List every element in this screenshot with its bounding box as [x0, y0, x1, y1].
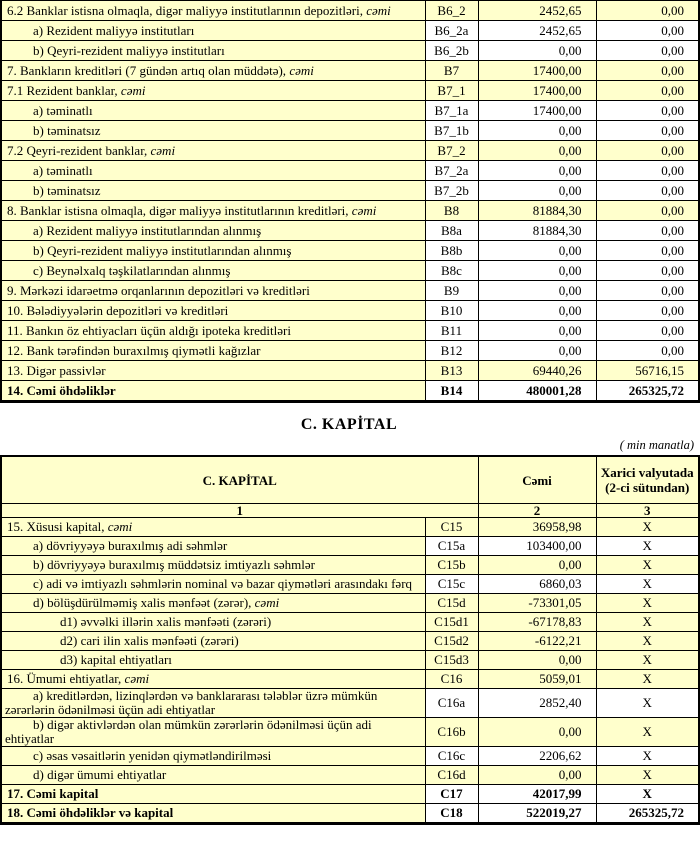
- capital-section-title: C. KAPİTAL: [300, 416, 398, 433]
- row-code: B6_2a: [425, 21, 478, 41]
- table-row: [1, 181, 699, 201]
- row-description: 15. Xüsusi kapital, cəmi: [1, 518, 425, 537]
- row-fx-value: 265325,72: [596, 381, 699, 402]
- row-total-value: 42017,99: [478, 785, 596, 804]
- row-code: B8c: [425, 261, 478, 281]
- row-code: C16: [425, 670, 478, 689]
- row-fx-value: 0,00: [596, 241, 699, 261]
- row-code: B7_1: [425, 81, 478, 101]
- row-description: 13. Digər passivlər: [1, 361, 425, 381]
- table-row: [1, 241, 699, 261]
- row-description: 12. Bank tərəfindən buraxılmış qiymətli kağızlar: [1, 341, 425, 361]
- table-row: [1, 321, 699, 341]
- row-code: C16a: [425, 689, 478, 718]
- table-row: [1, 121, 699, 141]
- table-row: [1, 141, 699, 161]
- row-code: B7_2b: [425, 181, 478, 201]
- table-row: [1, 21, 699, 41]
- table-row: [1, 689, 699, 718]
- table-row: [1, 301, 699, 321]
- table-row: [1, 556, 699, 575]
- row-fx-value: X: [596, 575, 699, 594]
- table-row: [1, 613, 699, 632]
- column-number-2: 2: [478, 504, 596, 518]
- table-row: [1, 161, 699, 181]
- capital-table: [0, 455, 700, 825]
- row-total-value: 2452,65: [478, 1, 596, 21]
- row-fx-value: 0,00: [596, 61, 699, 81]
- row-description: a) Rezident maliyyə institutları: [1, 21, 425, 41]
- row-total-value: 0,00: [478, 556, 596, 575]
- row-total-value: 480001,28: [478, 381, 596, 402]
- table-row: [1, 221, 699, 241]
- column-number-row: [1, 504, 699, 518]
- row-code: B11: [425, 321, 478, 341]
- row-description: 7.2 Qeyri-rezident banklar, cəmi: [1, 141, 425, 161]
- row-description: 8. Banklar istisna olmaqla, digər maliyyə institutlarının kreditləri, cəmi: [1, 201, 425, 221]
- table-row: [1, 81, 699, 101]
- row-fx-value: 0,00: [596, 21, 699, 41]
- row-total-value: 0,00: [478, 181, 596, 201]
- row-code: C16c: [425, 747, 478, 766]
- row-code: B6_2b: [425, 41, 478, 61]
- row-description: d3) kapital ehtiyatları: [1, 651, 425, 670]
- table-row: [1, 632, 699, 651]
- row-description: b) Qeyri-rezident maliyyə institutlarından alınmış: [1, 241, 425, 261]
- row-fx-value: X: [596, 518, 699, 537]
- row-code: B7: [425, 61, 478, 81]
- table-row: [1, 101, 699, 121]
- row-fx-value: 0,00: [596, 181, 699, 201]
- row-total-value: 81884,30: [478, 221, 596, 241]
- row-fx-value: 265325,72: [596, 804, 699, 824]
- row-total-value: 0,00: [478, 41, 596, 61]
- row-fx-value: 56716,15: [596, 361, 699, 381]
- row-code: B8: [425, 201, 478, 221]
- row-description: b) təminatsız: [1, 121, 425, 141]
- table-row: [1, 518, 699, 537]
- row-code: B10: [425, 301, 478, 321]
- row-fx-value: X: [596, 718, 699, 747]
- row-total-value: 0,00: [478, 718, 596, 747]
- row-fx-value: 0,00: [596, 321, 699, 341]
- row-description: 7. Bankların kreditləri (7 gündən artıq olan müddətə), cəmi: [1, 61, 425, 81]
- row-fx-value: 0,00: [596, 341, 699, 361]
- header-cemi-column: Cəmi: [478, 456, 596, 504]
- row-code: C15d3: [425, 651, 478, 670]
- row-description: b) digər aktivlərdən olan mümkün zərərlərin ödənilməsi üçün adi ehtiyatlar: [1, 718, 425, 747]
- row-description: a) kreditlərdən, lizinqlərdən və banklararası tələblər üzrə mümkün zərərlərin ödənilməsi üçün adi ehtiyatlar: [1, 689, 425, 718]
- row-fx-value: X: [596, 651, 699, 670]
- table-row: [1, 594, 699, 613]
- row-description: c) Beynəlxalq təşkilatlarından alınmış: [1, 261, 425, 281]
- row-code: C16d: [425, 766, 478, 785]
- table-row: [1, 785, 699, 804]
- row-code: C15a: [425, 537, 478, 556]
- row-total-value: 2452,65: [478, 21, 596, 41]
- row-description: a) təminatlı: [1, 101, 425, 121]
- row-description: 6.2 Banklar istisna olmaqla, digər maliyyə institutlarının depozitləri, cəmi: [1, 1, 425, 21]
- row-total-value: 0,00: [478, 341, 596, 361]
- row-description: 18. Cəmi öhdəliklər və kapital: [1, 804, 425, 824]
- header-xarici-column: Xarici valyutada (2-ci sütundan): [596, 456, 699, 504]
- row-description: 9. Mərkəzi idarəetmə orqanlarının depozitləri və kreditləri: [1, 281, 425, 301]
- row-fx-value: 0,00: [596, 141, 699, 161]
- row-description: d) digər ümumi ehtiyatlar: [1, 766, 425, 785]
- row-total-value: 0,00: [478, 766, 596, 785]
- row-description: b) təminatsız: [1, 181, 425, 201]
- row-total-value: 17400,00: [478, 101, 596, 121]
- row-code: B7_2a: [425, 161, 478, 181]
- table-row: [1, 261, 699, 281]
- row-total-value: 522019,27: [478, 804, 596, 824]
- row-total-value: 36958,98: [478, 518, 596, 537]
- table-row: [1, 1, 699, 21]
- row-code: B9: [425, 281, 478, 301]
- row-code: B7_2: [425, 141, 478, 161]
- row-total-value: 0,00: [478, 281, 596, 301]
- row-total-value: 0,00: [478, 141, 596, 161]
- table-row: [1, 281, 699, 301]
- liabilities-table: [0, 0, 700, 403]
- row-code: C17: [425, 785, 478, 804]
- row-total-value: 69440,26: [478, 361, 596, 381]
- capital-header-row: [1, 456, 699, 504]
- table-row: [1, 651, 699, 670]
- row-code: B6_2: [425, 1, 478, 21]
- row-total-value: -67178,83: [478, 613, 596, 632]
- row-description: 11. Bankın öz ehtiyacları üçün aldığı ipoteka kreditləri: [1, 321, 425, 341]
- row-description: 16. Ümumi ehtiyatlar, cəmi: [1, 670, 425, 689]
- row-fx-value: 0,00: [596, 301, 699, 321]
- row-fx-value: X: [596, 594, 699, 613]
- table-row: [1, 747, 699, 766]
- row-fx-value: X: [596, 613, 699, 632]
- column-number-1: 1: [1, 504, 478, 518]
- row-code: B14: [425, 381, 478, 402]
- table-row: [1, 341, 699, 361]
- table-row: [1, 61, 699, 81]
- table-row: [1, 41, 699, 61]
- row-fx-value: X: [596, 747, 699, 766]
- row-code: C15b: [425, 556, 478, 575]
- row-code: C18: [425, 804, 478, 824]
- table-row: [1, 381, 699, 402]
- row-total-value: -6122,21: [478, 632, 596, 651]
- row-description: 17. Cəmi kapital: [1, 785, 425, 804]
- row-total-value: 17400,00: [478, 81, 596, 101]
- row-fx-value: 0,00: [596, 81, 699, 101]
- row-code: C15c: [425, 575, 478, 594]
- row-total-value: -73301,05: [478, 594, 596, 613]
- table-row: [1, 766, 699, 785]
- row-total-value: 103400,00: [478, 537, 596, 556]
- table-row: [1, 537, 699, 556]
- row-total-value: 17400,00: [478, 61, 596, 81]
- row-description: c) əsas vəsaitlərin yenidən qiymətləndirilməsi: [1, 747, 425, 766]
- row-description: 10. Bələdiyyələrin depozitləri və kreditləri: [1, 301, 425, 321]
- column-number-3: 3: [596, 504, 699, 518]
- row-code: B12: [425, 341, 478, 361]
- table-row: [1, 361, 699, 381]
- row-total-value: 0,00: [478, 241, 596, 261]
- row-code: C15d: [425, 594, 478, 613]
- table-row: [1, 670, 699, 689]
- row-fx-value: 0,00: [596, 41, 699, 61]
- row-total-value: 0,00: [478, 651, 596, 670]
- row-fx-value: 0,00: [596, 161, 699, 181]
- row-description: b) Qeyri-rezident maliyyə institutları: [1, 41, 425, 61]
- row-description: a) təminatlı: [1, 161, 425, 181]
- row-fx-value: X: [596, 689, 699, 718]
- row-code: C15: [425, 518, 478, 537]
- row-fx-value: 0,00: [596, 101, 699, 121]
- table-row: [1, 575, 699, 594]
- unit-note: ( min manatla): [619, 438, 694, 452]
- row-code: C16b: [425, 718, 478, 747]
- row-total-value: 0,00: [478, 261, 596, 281]
- table-row: [1, 718, 699, 747]
- row-description: b) dövriyyəyə buraxılmış müddətsiz imtiyazlı səhmlər: [1, 556, 425, 575]
- row-code: B13: [425, 361, 478, 381]
- row-description: a) dövriyyəyə buraxılmış adi səhmlər: [1, 537, 425, 556]
- row-total-value: 2852,40: [478, 689, 596, 718]
- row-total-value: 0,00: [478, 301, 596, 321]
- row-code: C15d2: [425, 632, 478, 651]
- row-description: 14. Cəmi öhdəliklər: [1, 381, 425, 402]
- row-fx-value: 0,00: [596, 201, 699, 221]
- row-fx-value: X: [596, 766, 699, 785]
- row-total-value: 0,00: [478, 321, 596, 341]
- row-description: a) Rezident maliyyə institutlarından alınmış: [1, 221, 425, 241]
- row-fx-value: 0,00: [596, 121, 699, 141]
- row-code: C15d1: [425, 613, 478, 632]
- row-total-value: 0,00: [478, 121, 596, 141]
- row-fx-value: 0,00: [596, 1, 699, 21]
- row-code: B8a: [425, 221, 478, 241]
- row-code: B8b: [425, 241, 478, 261]
- row-fx-value: X: [596, 670, 699, 689]
- row-total-value: 2206,62: [478, 747, 596, 766]
- row-total-value: 5059,01: [478, 670, 596, 689]
- row-description: d1) əvvəlki illərin xalis mənfəəti (zərəri): [1, 613, 425, 632]
- row-fx-value: 0,00: [596, 261, 699, 281]
- row-description: d2) cari ilin xalis mənfəəti (zərəri): [1, 632, 425, 651]
- table-row: [1, 201, 699, 221]
- row-total-value: 6860,03: [478, 575, 596, 594]
- row-code: B7_1b: [425, 121, 478, 141]
- row-fx-value: 0,00: [596, 281, 699, 301]
- row-fx-value: X: [596, 632, 699, 651]
- row-total-value: 0,00: [478, 161, 596, 181]
- row-fx-value: X: [596, 556, 699, 575]
- row-description: 7.1 Rezident banklar, cəmi: [1, 81, 425, 101]
- row-fx-value: X: [596, 785, 699, 804]
- row-code: B7_1a: [425, 101, 478, 121]
- row-fx-value: X: [596, 537, 699, 556]
- row-description: c) adi və imtiyazlı səhmlərin nominal və bazar qiymətləri arasındakı fərq: [1, 575, 425, 594]
- table-row: [1, 804, 699, 824]
- row-total-value: 81884,30: [478, 201, 596, 221]
- header-name-column: C. KAPİTAL: [1, 456, 478, 504]
- row-fx-value: 0,00: [596, 221, 699, 241]
- row-description: d) bölüşdürülməmiş xalis mənfəət (zərər), cəmi: [1, 594, 425, 613]
